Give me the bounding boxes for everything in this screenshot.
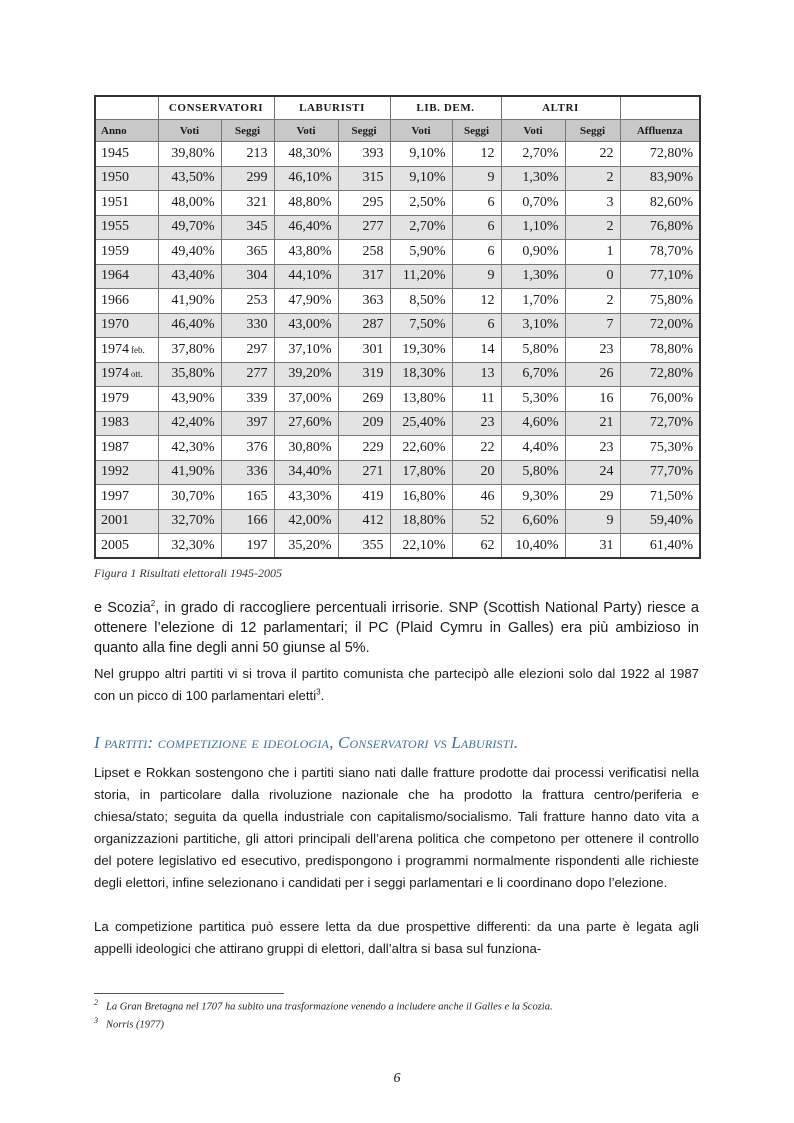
year-cell (95, 166, 158, 191)
table-cell: 26 (565, 362, 620, 387)
table-cell: 13 (452, 362, 501, 387)
table-cell: 253 (221, 289, 274, 314)
table-cell: 18,80% (390, 509, 452, 534)
year-value: 1970 (101, 317, 129, 333)
table-cell: 6 (452, 240, 501, 265)
year-value: 1964 (101, 268, 129, 284)
table-cell: 9,30% (501, 485, 565, 510)
table-cell: 5,80% (501, 460, 565, 485)
year-cell (95, 411, 158, 436)
table-cell: 76,80% (620, 215, 700, 240)
table-cell: 6,60% (501, 509, 565, 534)
table-cell: 0,90% (501, 240, 565, 265)
year-value: 1997 (101, 488, 129, 504)
table-cell: 9 (452, 264, 501, 289)
table-cell: 1 (565, 240, 620, 265)
table-cell: 37,80% (158, 338, 221, 363)
table-cell: 269 (338, 387, 390, 412)
table-cell: 75,80% (620, 289, 700, 314)
table-cell: 355 (338, 534, 390, 559)
empty-header-cell (95, 96, 158, 120)
table-cell: 75,30% (620, 436, 700, 461)
table-cell: 32,70% (158, 509, 221, 534)
table-cell: 393 (338, 142, 390, 167)
table-cell: 43,80% (274, 240, 338, 265)
year-value: 1974 (101, 341, 129, 357)
table-cell: 61,40% (620, 534, 700, 559)
column-header-voti: Voti (501, 120, 565, 142)
table-cell: 29 (565, 485, 620, 510)
group-header-laburisti: LABURISTI (274, 96, 390, 120)
table-cell: 319 (338, 362, 390, 387)
year-cell (95, 509, 158, 534)
table-cell: 9 (452, 166, 501, 191)
table-cell: 49,40% (158, 240, 221, 265)
year-cell (95, 534, 158, 559)
table-cell: 271 (338, 460, 390, 485)
section-heading: I partiti: competizione e ideologia, Conservatori vs Laburisti. (94, 733, 519, 752)
table-cell: 165 (221, 485, 274, 510)
table-cell: 22 (565, 142, 620, 167)
column-header-seggi: Seggi (338, 120, 390, 142)
table-cell: 376 (221, 436, 274, 461)
table-cell: 317 (338, 264, 390, 289)
table-row (95, 362, 700, 387)
table-cell: 16,80% (390, 485, 452, 510)
paragraph-text: , in grado di raccogliere percentuali irrisorie. SNP (Scottish National Party) riesce a ottenere l’elezione di 12 parlamentari; il PC (Plaid Cymru in Galles) era più ambizioso in quanto alla fine degli anni 50 giunse al 5%. (94, 600, 699, 656)
table-cell: 52 (452, 509, 501, 534)
table-cell: 5,90% (390, 240, 452, 265)
empty-header-cell (620, 96, 700, 120)
table-row (95, 215, 700, 240)
table-cell: 34,40% (274, 460, 338, 485)
table-cell: 23 (565, 338, 620, 363)
table-cell: 315 (338, 166, 390, 191)
table-cell: 258 (338, 240, 390, 265)
table-cell: 277 (221, 362, 274, 387)
table-cell: 1,70% (501, 289, 565, 314)
year-value: 1979 (101, 390, 129, 406)
footnote-ref[interactable]: 2 (150, 599, 156, 609)
year-cell (95, 436, 158, 461)
table-cell: 1,30% (501, 166, 565, 191)
table-cell: 30,70% (158, 485, 221, 510)
table-cell: 48,80% (274, 191, 338, 216)
table-row (95, 436, 700, 461)
table-cell: 10,40% (501, 534, 565, 559)
year-cell (95, 313, 158, 338)
year-value: 1966 (101, 292, 129, 308)
column-header-seggi: Seggi (565, 120, 620, 142)
table-cell: 78,70% (620, 240, 700, 265)
year-value: 2001 (101, 513, 129, 529)
table-row (95, 460, 700, 485)
table-cell: 47,90% (274, 289, 338, 314)
table-cell: 2 (565, 215, 620, 240)
table-cell: 76,00% (620, 387, 700, 412)
year-value: 1951 (101, 194, 129, 210)
table-cell: 22,60% (390, 436, 452, 461)
year-cell (95, 264, 158, 289)
table-cell: 6 (452, 313, 501, 338)
table-cell: 2 (565, 166, 620, 191)
table-cell: 0 (565, 264, 620, 289)
table-cell: 37,00% (274, 387, 338, 412)
table-row (95, 485, 700, 510)
table-cell: 43,00% (274, 313, 338, 338)
table-cell: 20 (452, 460, 501, 485)
table-cell: 7,50% (390, 313, 452, 338)
table-row (95, 411, 700, 436)
table-cell: 30,80% (274, 436, 338, 461)
table-cell: 4,40% (501, 436, 565, 461)
table-cell: 5,30% (501, 387, 565, 412)
year-cell (95, 289, 158, 314)
table-cell: 11,20% (390, 264, 452, 289)
footnote-3 (94, 1016, 164, 1031)
table-cell: 71,50% (620, 485, 700, 510)
column-header-voti: Voti (390, 120, 452, 142)
table-cell: 22,10% (390, 534, 452, 559)
table-row (95, 534, 700, 559)
table-cell: 336 (221, 460, 274, 485)
table-cell: 35,80% (158, 362, 221, 387)
table-cell: 6,70% (501, 362, 565, 387)
table-cell: 9,10% (390, 142, 452, 167)
table-row (95, 264, 700, 289)
table-cell: 77,10% (620, 264, 700, 289)
table-cell: 301 (338, 338, 390, 363)
footnote-text: Norris (1977) (106, 1019, 165, 1031)
table-cell: 46,40% (274, 215, 338, 240)
year-cell (95, 362, 158, 387)
table-cell: 78,80% (620, 338, 700, 363)
table-cell: 42,30% (158, 436, 221, 461)
table-cell: 2,70% (501, 142, 565, 167)
year-suffix: ott. (131, 369, 143, 380)
table-cell: 321 (221, 191, 274, 216)
table-cell: 43,30% (274, 485, 338, 510)
year-value: 1987 (101, 439, 129, 455)
table-cell: 365 (221, 240, 274, 265)
table-row (95, 191, 700, 216)
table-cell: 16 (565, 387, 620, 412)
table-cell: 197 (221, 534, 274, 559)
table-cell: 4,60% (501, 411, 565, 436)
table-cell: 39,20% (274, 362, 338, 387)
year-value: 1983 (101, 415, 129, 431)
table-cell: 72,80% (620, 362, 700, 387)
table-cell: 419 (338, 485, 390, 510)
table-cell: 22 (452, 436, 501, 461)
table-cell: 21 (565, 411, 620, 436)
column-header-affluenza: Affluenza (620, 120, 700, 142)
footnote-divider (94, 993, 284, 994)
table-cell: 23 (452, 411, 501, 436)
year-value: 1955 (101, 219, 129, 235)
table-cell: 18,30% (390, 362, 452, 387)
table-cell: 42,40% (158, 411, 221, 436)
table-cell: 19,30% (390, 338, 452, 363)
table-cell: 412 (338, 509, 390, 534)
column-header-voti: Voti (274, 120, 338, 142)
table-cell: 166 (221, 509, 274, 534)
table-cell: 23 (565, 436, 620, 461)
footnote-number: 3 (94, 1016, 98, 1025)
table-cell: 46,10% (274, 166, 338, 191)
paragraph-lipset-rokkan: Lipset e Rokkan sostengono che i partiti siano nati dalle fratture prodotte dai processi verificatisi nella storia, in particolare dalla rivoluzione nazionale che ha prodotto la frattura centro/periferia e chiesa/stato; seguita da quella industriale con capitalismo/socialismo. Tali fratture hanno dato vita a organizzazioni partitiche, gli attori principali dell’arena politica che competono per ottenere il controllo del potere legislativo ed esecutivo, predispongono i programmi normalmente rispondenti alle richieste degli elettori, infine selezionano i candidati per i seggi parlamentari e li coordinano dopo l’elezione. (94, 765, 699, 890)
table-cell: 209 (338, 411, 390, 436)
year-value: 1945 (101, 145, 129, 161)
table-cell: 39,80% (158, 142, 221, 167)
table-cell: 43,90% (158, 387, 221, 412)
table-cell: 46,40% (158, 313, 221, 338)
paragraph-text: e Scozia (94, 600, 151, 616)
table-cell: 213 (221, 142, 274, 167)
year-cell (95, 485, 158, 510)
table-cell: 6 (452, 215, 501, 240)
table-cell: 62 (452, 534, 501, 559)
footnote-number: 2 (94, 998, 98, 1007)
election-results-table (94, 95, 701, 559)
table-cell: 345 (221, 215, 274, 240)
table-cell: 8,50% (390, 289, 452, 314)
year-cell (95, 338, 158, 363)
table-cell: 9 (565, 509, 620, 534)
table-cell: 363 (338, 289, 390, 314)
table-row (95, 142, 700, 167)
table-cell: 3 (565, 191, 620, 216)
table-cell: 1,10% (501, 215, 565, 240)
table-cell: 59,40% (620, 509, 700, 534)
table-row (95, 509, 700, 534)
table-cell: 43,40% (158, 264, 221, 289)
footnote-2 (94, 998, 553, 1013)
year-value: 1974 (101, 366, 129, 382)
group-header-lib-dem: LIB. DEM. (390, 96, 501, 120)
table-cell: 11 (452, 387, 501, 412)
table-cell: 12 (452, 142, 501, 167)
table-row (95, 166, 700, 191)
column-header-seggi: Seggi (452, 120, 501, 142)
table-cell: 304 (221, 264, 274, 289)
table-row (95, 338, 700, 363)
table-cell: 42,00% (274, 509, 338, 534)
table-cell: 295 (338, 191, 390, 216)
paragraph-communist-party (94, 663, 699, 707)
table-cell: 2,50% (390, 191, 452, 216)
column-header-seggi: Seggi (221, 120, 274, 142)
year-value: 2005 (101, 537, 129, 553)
table-cell: 6 (452, 191, 501, 216)
table-cell: 339 (221, 387, 274, 412)
table-row (95, 240, 700, 265)
table-cell: 299 (221, 166, 274, 191)
paragraph-regional-parties (94, 598, 699, 658)
table-cell: 46 (452, 485, 501, 510)
table-cell: 1,30% (501, 264, 565, 289)
table-cell: 24 (565, 460, 620, 485)
table-cell: 27,60% (274, 411, 338, 436)
year-cell (95, 215, 158, 240)
footnote-text: La Gran Bretagna nel 1707 ha subito una trasformazione venendo a includere anche il Galles e la Scozia. (106, 1001, 553, 1013)
column-header-voti: Voti (158, 120, 221, 142)
paragraph-competition: La competizione partitica può essere letta da due prospettive differenti: da una parte è legata agli appelli ideologici che attirano gruppi di elettori, dall’altra si basa sul funziona- (94, 919, 699, 956)
table-cell: 5,80% (501, 338, 565, 363)
table-cell: 7 (565, 313, 620, 338)
table-row (95, 289, 700, 314)
table-caption: Figura 1 Risultati elettorali 1945-2005 (94, 566, 282, 580)
table-cell: 43,50% (158, 166, 221, 191)
year-value: 1959 (101, 243, 129, 259)
year-cell (95, 460, 158, 485)
page-number: 6 (393, 1071, 401, 1086)
table-cell: 48,30% (274, 142, 338, 167)
table-cell: 48,00% (158, 191, 221, 216)
table-cell: 287 (338, 313, 390, 338)
table-row (95, 313, 700, 338)
table-cell: 9,10% (390, 166, 452, 191)
table-cell: 17,80% (390, 460, 452, 485)
table-cell: 49,70% (158, 215, 221, 240)
year-value: 1950 (101, 170, 129, 186)
table-subheader-row (95, 120, 700, 142)
table-row (95, 387, 700, 412)
table-cell: 37,10% (274, 338, 338, 363)
table-cell: 13,80% (390, 387, 452, 412)
table-cell: 83,90% (620, 166, 700, 191)
table-cell: 32,30% (158, 534, 221, 559)
footnote-ref[interactable]: 3 (316, 687, 321, 697)
table-cell: 2,70% (390, 215, 452, 240)
table-cell: 0,70% (501, 191, 565, 216)
group-header-altri: ALTRI (501, 96, 620, 120)
year-suffix: feb. (131, 344, 145, 355)
table-cell: 3,10% (501, 313, 565, 338)
paragraph-text: . (320, 688, 325, 703)
table-cell: 77,70% (620, 460, 700, 485)
table-group-header-row (95, 96, 700, 120)
paragraph-text: Nel gruppo altri partiti vi si trova il partito comunista che partecipò alle elezioni solo dal 1922 al 1987 con un picco di 100 parlamentari eletti (94, 666, 699, 703)
table-cell: 82,60% (620, 191, 700, 216)
group-header-conservatori: CONSERVATORI (158, 96, 274, 120)
year-cell (95, 142, 158, 167)
table-cell: 72,70% (620, 411, 700, 436)
table-cell: 72,00% (620, 313, 700, 338)
table-cell: 14 (452, 338, 501, 363)
table-cell: 25,40% (390, 411, 452, 436)
table-cell: 31 (565, 534, 620, 559)
table-cell: 72,80% (620, 142, 700, 167)
table-cell: 35,20% (274, 534, 338, 559)
table-cell: 297 (221, 338, 274, 363)
year-cell (95, 191, 158, 216)
table-cell: 44,10% (274, 264, 338, 289)
year-cell (95, 240, 158, 265)
table-cell: 229 (338, 436, 390, 461)
table-cell: 330 (221, 313, 274, 338)
table-cell: 277 (338, 215, 390, 240)
table-cell: 397 (221, 411, 274, 436)
table-cell: 41,90% (158, 460, 221, 485)
year-value: 1992 (101, 464, 129, 480)
year-cell (95, 387, 158, 412)
table-cell: 41,90% (158, 289, 221, 314)
column-header-anno: Anno (95, 120, 158, 142)
table-cell: 12 (452, 289, 501, 314)
table-cell: 2 (565, 289, 620, 314)
